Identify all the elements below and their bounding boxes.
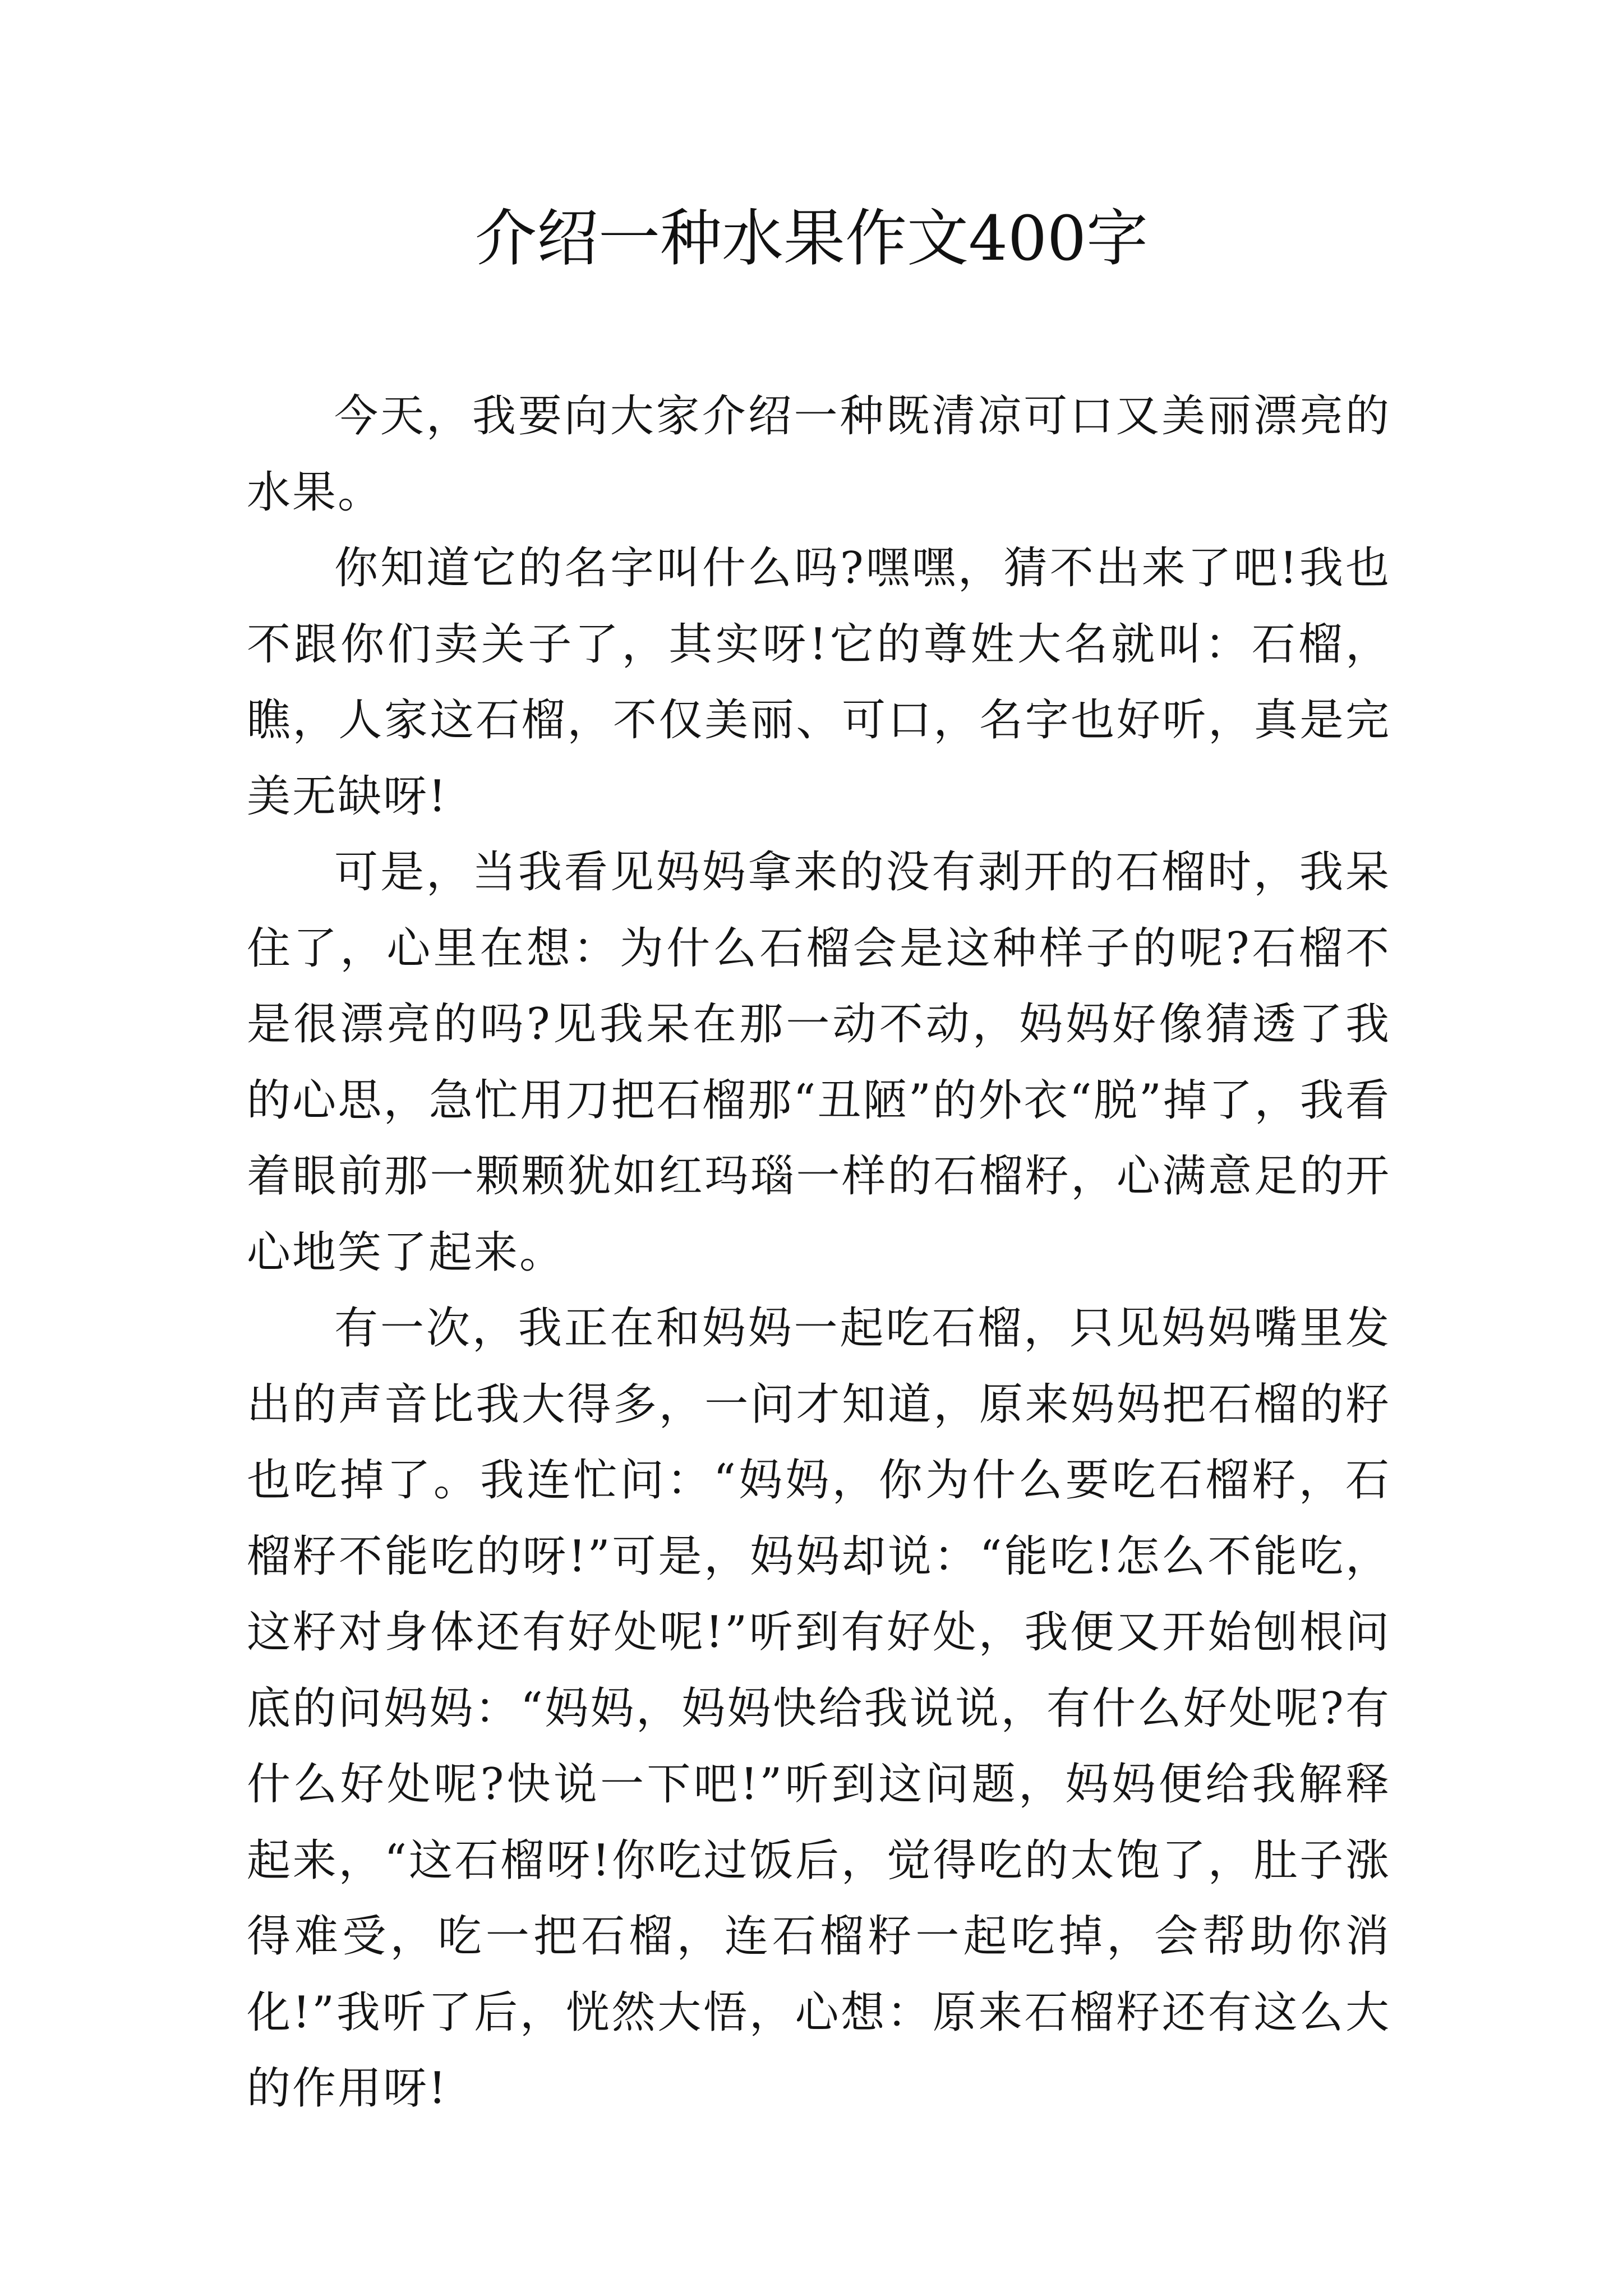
paragraph-4: 有一次，我正在和妈妈一起吃石榴，只见妈妈嘴里发出的声音比我大得多，一问才知道，原来妈妈把石榴的籽也吃掉了。我连忙问：“妈妈，你为什么要吃石榴籽，石榴籽不能吃的呀!”可是，妈妈却说：“能吃!怎么不能吃，这籽对身体还有好处呢!”听到有好处，我便又开始刨根问底的问妈妈：“妈妈，妈妈快给我说说，有什么好处呢?有什么好处呢?快说一下吧!”听到这问题，妈妈便给我解释起来，“这石榴呀!你吃过饭后，觉得吃的太饱了，肚子涨得难受，吃一把石榴，连石榴籽一起吃掉，会帮助你消化!”我听了后，恍然大悟，心想：原来石榴籽还有这么大的作用呀! <box>247 1303 1391 2114</box>
paragraph-1: 今天，我要向大家介绍一种既清凉可口又美丽漂亮的水果。 <box>247 391 1391 518</box>
document-title: 介绍一种水果作文400字 <box>475 203 1148 274</box>
paragraph-2: 你知道它的名字叫什么吗?嘿嘿，猜不出来了吧!我也不跟你们卖关子了，其实呀!它的尊姓大名就叫：石榴，瞧，人家这石榴，不仅美丽、可口，名字也好听，真是完美无缺呀! <box>247 543 1391 822</box>
paragraph-3: 可是，当我看见妈妈拿来的没有剥开的石榴时，我呆住了，心里在想：为什么石榴会是这种样子的呢?石榴不是很漂亮的吗?见我呆在那一动不动，妈妈好像猜透了我的心思，急忙用刀把石榴那“丑陋”的外衣“脱”掉了，我看着眼前那一颗颗犹如红玛瑙一样的石榴籽，心满意足的开心地笑了起来。 <box>247 847 1391 1278</box>
document-body <box>247 379 1391 2127</box>
